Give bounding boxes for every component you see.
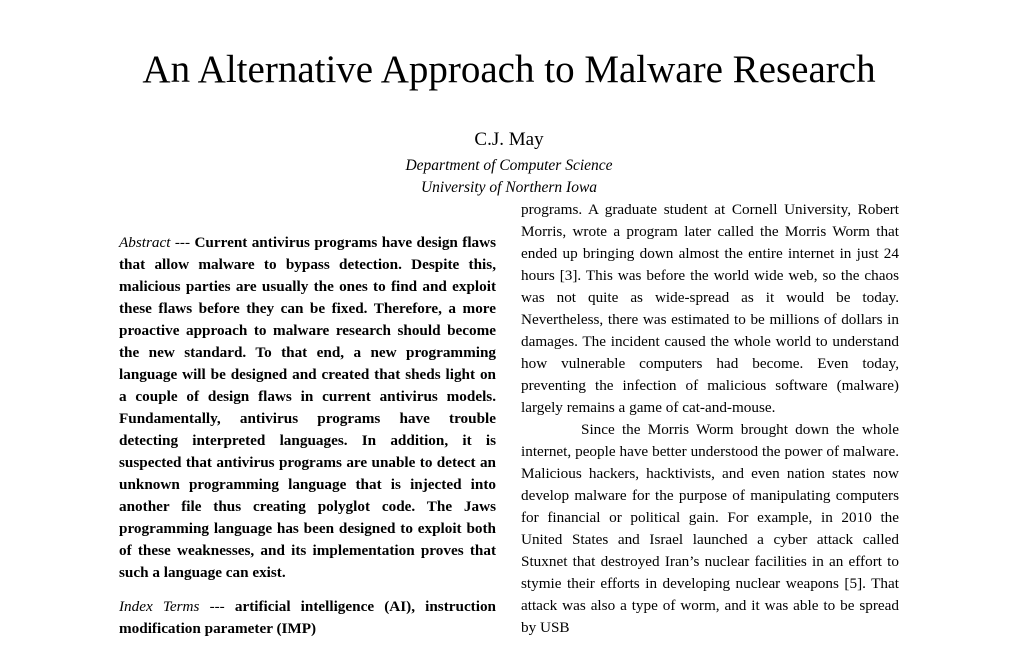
paper-title: An Alternative Approach to Malware Research	[142, 48, 876, 91]
author-department: Department of Computer Science	[405, 157, 613, 174]
author-university: University of Northern Iowa	[420, 179, 598, 196]
index-terms-label: Index Terms ---	[119, 598, 225, 615]
right-column	[521, 199, 899, 639]
left-column	[119, 232, 496, 640]
index-terms-paragraph	[119, 596, 496, 640]
index-terms-text: artificial intelligence (AI), instruction modification parameter (IMP)	[119, 598, 497, 637]
abstract-label: Abstract ---	[119, 234, 191, 251]
body-paragraph-1: programs. A graduate student at Cornell University, Robert Morris, wrote a program later called the Morris Worm that ended up bringing down almost the entire internet in just 24 hours [3]. This was before the world wide web, so the chaos was not quite as wide-spread as it would be today. Nevertheless, there was estimated to be millions of dollars in damages. The incident caused the whole world to understand how vulnerable computers had become. Even today, preventing the infection of malicious software (malware) largely remains a game of cat-and-mouse.	[521, 201, 899, 416]
abstract-text: Current antivirus programs have design flaws that allow malware to bypass detection. Despite this, malicious parties are usually the ones to find and exploit these flaws before they can be fixed. Therefore, a more proactive approach to malware research should become the new standard. To that end, a new programming language will be designed and created that sheds light on a couple of design flaws in current antivirus models. Fundamentally, antivirus programs have trouble detecting interpreted languages. In addition, it is suspected that antivirus programs are unable to detect an unknown programming language that is injected into another file thus creating polyglot code. The Jaws programming language has been designed to exploit both of these weaknesses, and its implementation proves that such a language can exist.	[119, 234, 497, 581]
body-paragraph-2: Since the Morris Worm brought down the whole internet, people have better understood the power of malware. Malicious hackers, hacktivists, and even nation states now develop malware for the purpose of manipulating computers for financial or political gain. For example, in 2010 the United States and Israel launched a cyber attack called Stuxnet that destroyed Iran’s nuclear facilities in an effort to stymie their efforts in developing nuclear weapons [5]. That attack was also a type of worm, and it was able to be spread by USB	[521, 421, 899, 636]
author-name: C.J. May	[474, 129, 544, 150]
abstract-paragraph	[119, 232, 496, 584]
